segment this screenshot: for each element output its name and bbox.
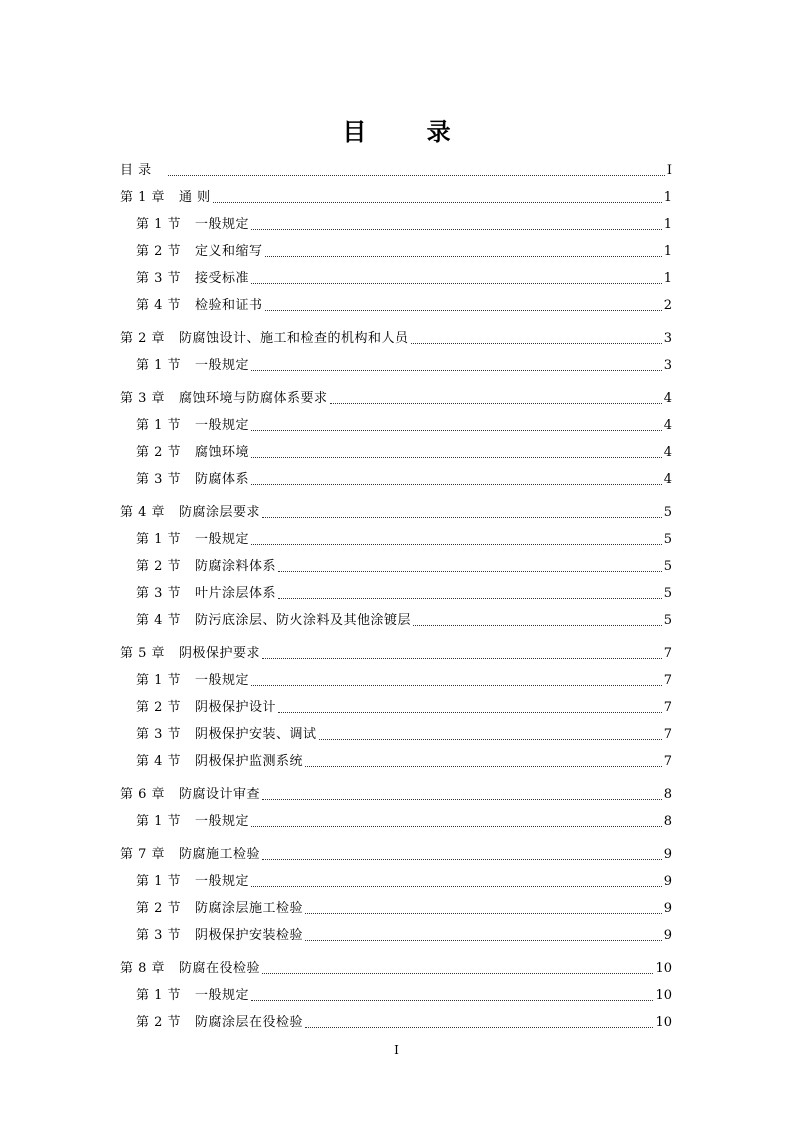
toc-entry-label [120, 184, 211, 211]
dot-leader [265, 310, 662, 311]
toc-section-entry[interactable] [120, 211, 672, 238]
toc-entry-page: I [666, 163, 672, 178]
dot-leader [278, 571, 662, 572]
toc-entry-page: 2 [663, 298, 672, 313]
toc-entry-title: 通 则 [179, 190, 211, 205]
toc-entry-title: 阴极保护安装、调试 [195, 727, 317, 742]
toc-chapter-entry[interactable] [120, 781, 672, 808]
table-of-contents [120, 157, 672, 1036]
toc-entry-number: 第 1 节 [136, 217, 182, 232]
toc-entry-label [136, 922, 303, 949]
toc-entry-number: 第 2 节 [136, 700, 182, 715]
toc-entry-label [136, 694, 276, 721]
toc-entry-number: 第 4 章 [120, 505, 166, 520]
toc-entry-page: 7 [663, 673, 672, 688]
toc-entry-title: 一般规定 [195, 874, 250, 889]
toc-section-entry[interactable] [120, 526, 672, 553]
toc-entry-number: 第 1 节 [136, 673, 182, 688]
dot-leader [251, 544, 662, 545]
toc-entry-title: 防腐蚀设计、施工和检查的机构和人员 [179, 331, 409, 346]
toc-entry-title: 一般规定 [195, 217, 250, 232]
toc-entry-label [136, 553, 276, 580]
toc-entry-number: 第 4 节 [136, 298, 182, 313]
toc-section-entry[interactable] [120, 607, 672, 634]
toc-entry-number: 第 5 章 [120, 646, 166, 661]
toc-chapter-entry[interactable] [120, 499, 672, 526]
toc-section-entry[interactable] [120, 292, 672, 319]
toc-entry-title: 检验和证书 [195, 298, 263, 313]
toc-section-entry[interactable] [120, 580, 672, 607]
toc-entry-number: 第 8 章 [120, 961, 166, 976]
toc-entry-page: 1 [663, 190, 672, 205]
dot-leader [278, 598, 662, 599]
toc-entry-page: 9 [663, 874, 672, 889]
toc-entry-page: 8 [663, 787, 672, 802]
dot-leader [411, 343, 662, 344]
toc-entry-number: 第 3 节 [136, 271, 182, 286]
toc-section-entry[interactable] [120, 868, 672, 895]
toc-section-entry[interactable] [120, 238, 672, 265]
toc-entry-title: 一般规定 [195, 532, 250, 547]
dot-leader [305, 766, 662, 767]
toc-entry-title: 一般规定 [195, 673, 250, 688]
dot-leader [251, 370, 662, 371]
toc-entry-page: 9 [663, 901, 672, 916]
toc-entry-title: 定义和缩写 [195, 244, 263, 259]
dot-leader [213, 202, 662, 203]
toc-entry-number: 第 2 节 [136, 244, 182, 259]
toc-section-entry[interactable] [120, 412, 672, 439]
toc-entry-page: 5 [663, 559, 672, 574]
toc-entry-label [120, 157, 166, 184]
toc-entry-number: 第 4 节 [136, 754, 182, 769]
toc-entry-label [136, 607, 411, 634]
toc-entry-label [136, 526, 249, 553]
page-number-footer: I [394, 1043, 399, 1057]
toc-entry-page: 8 [663, 814, 672, 829]
toc-section-entry[interactable] [120, 466, 672, 493]
toc-entry-number: 第 1 节 [136, 418, 182, 433]
dot-leader [262, 799, 662, 800]
dot-leader [278, 712, 662, 713]
toc-section-entry[interactable] [120, 667, 672, 694]
dot-leader [251, 283, 662, 284]
toc-section-entry[interactable] [120, 1009, 672, 1036]
toc-chapter-entry[interactable] [120, 385, 672, 412]
toc-entry-page: 7 [663, 646, 672, 661]
dot-leader [265, 256, 662, 257]
toc-entry-number: 第 3 节 [136, 928, 182, 943]
toc-entry-label [136, 238, 263, 265]
toc-entry-label [136, 211, 249, 238]
dot-leader [251, 1000, 653, 1001]
toc-entry-title: 防腐涂料体系 [195, 559, 277, 574]
toc-entry-title: 一般规定 [195, 988, 250, 1003]
toc-section-entry[interactable] [120, 748, 672, 775]
dot-leader [262, 517, 662, 518]
toc-entry-label [120, 841, 260, 868]
toc-entry-number: 第 2 节 [136, 901, 182, 916]
dot-leader [330, 403, 662, 404]
toc-entry-label [136, 1009, 303, 1036]
toc-chapter-entry[interactable] [120, 841, 672, 868]
toc-chapter-entry[interactable] [120, 325, 672, 352]
toc-entry-title: 阴极保护监测系统 [195, 754, 304, 769]
toc-entry-number: 第 1 节 [136, 874, 182, 889]
dot-leader [251, 886, 662, 887]
toc-entry-number: 第 2 节 [136, 559, 182, 574]
toc-entry-label [120, 325, 409, 352]
toc-entry-label [136, 748, 303, 775]
toc-entry-number: 第 2 节 [136, 1015, 182, 1030]
toc-entry-title: 腐蚀环境 [195, 445, 250, 460]
page-title: 目 录 [342, 118, 477, 146]
toc-entry-title: 一般规定 [195, 358, 250, 373]
toc-chapter-entry[interactable] [120, 955, 672, 982]
toc-entry-page: 3 [663, 358, 672, 373]
dot-leader [305, 1027, 653, 1028]
toc-section-entry[interactable] [120, 694, 672, 721]
toc-section-entry[interactable] [120, 439, 672, 466]
toc-entry-label [120, 955, 260, 982]
toc-entry-title: 一般规定 [195, 814, 250, 829]
toc-entry-title: 阴极保护设计 [195, 700, 277, 715]
toc-entry-page: 7 [663, 727, 672, 742]
toc-entry-page: 5 [663, 586, 672, 601]
toc-entry-page: 3 [663, 331, 672, 346]
toc-entry-number: 第 3 节 [136, 586, 182, 601]
toc-entry-page: 7 [663, 700, 672, 715]
dot-leader [168, 175, 665, 176]
toc-entry-number: 第 1 节 [136, 358, 182, 373]
toc-entry-number: 第 1 节 [136, 532, 182, 547]
toc-entry-title: 防腐涂层在役检验 [195, 1015, 304, 1030]
toc-entry-label [136, 466, 249, 493]
toc-section-entry[interactable] [120, 922, 672, 949]
toc-entry-page: 5 [663, 532, 672, 547]
toc-entry-label [136, 868, 249, 895]
toc-entry-page: 1 [663, 217, 672, 232]
toc-entry-number: 第 1 节 [136, 988, 182, 1003]
toc-entry-title: 腐蚀环境与防腐体系要求 [179, 391, 328, 406]
toc-entry-number: 第 3 节 [136, 472, 182, 487]
toc-entry-page: 9 [663, 928, 672, 943]
toc-section-entry[interactable] [120, 808, 672, 835]
dot-leader [305, 940, 662, 941]
toc-entry-title: 阴极保护安装检验 [195, 928, 304, 943]
toc-entry-title: 一般规定 [195, 418, 250, 433]
toc-entry-page: 4 [663, 418, 672, 433]
toc-entry-label [136, 982, 249, 1009]
toc-section-entry[interactable] [120, 982, 672, 1009]
toc-chapter-entry[interactable] [120, 184, 672, 211]
toc-entry-page: 1 [663, 244, 672, 259]
toc-entry-page: 5 [663, 613, 672, 628]
toc-entry-label [136, 352, 249, 379]
toc-entry-title: 接受标准 [195, 271, 250, 286]
toc-entry-title: 防腐涂层要求 [179, 505, 261, 520]
toc-entry-label [120, 499, 260, 526]
toc-entry-number: 第 2 章 [120, 331, 166, 346]
dot-leader [305, 913, 662, 914]
dot-leader [251, 229, 662, 230]
toc-entry-page: 4 [663, 391, 672, 406]
toc-entry-page: 9 [663, 847, 672, 862]
toc-entry-label [120, 385, 328, 412]
toc-entry-number: 第 6 章 [120, 787, 166, 802]
dot-leader [251, 484, 662, 485]
toc-entry-label [120, 781, 260, 808]
dot-leader [413, 625, 662, 626]
toc-section-entry[interactable] [120, 895, 672, 922]
toc-entry-label [136, 667, 249, 694]
toc-entry-number: 第 7 章 [120, 847, 166, 862]
dot-leader [262, 658, 662, 659]
toc-entry-page: 7 [663, 754, 672, 769]
toc-entry-label [136, 580, 276, 607]
toc-entry-label [136, 895, 303, 922]
toc-entry-page: 4 [663, 472, 672, 487]
toc-entry-page: 10 [655, 988, 672, 1003]
dot-leader [319, 739, 662, 740]
toc-entry-label [120, 640, 260, 667]
toc-entry-title: 防腐体系 [195, 472, 250, 487]
toc-entry-number: 目 录 [120, 163, 152, 178]
toc-entry-title: 阴极保护要求 [179, 646, 261, 661]
toc-entry-page: 10 [655, 961, 672, 976]
toc-entry-title: 防腐施工检验 [179, 847, 261, 862]
toc-entry-number: 第 1 节 [136, 814, 182, 829]
toc-chapter-entry[interactable] [120, 640, 672, 667]
dot-leader [251, 430, 662, 431]
toc-entry-label [136, 292, 263, 319]
toc-entry-label [136, 265, 249, 292]
toc-entry-title: 防腐涂层施工检验 [195, 901, 304, 916]
toc-entry-label [136, 439, 249, 466]
toc-section-entry[interactable] [120, 721, 672, 748]
toc-entry-page: 1 [663, 271, 672, 286]
dot-leader [262, 859, 662, 860]
toc-section-entry[interactable] [120, 265, 672, 292]
dot-leader [251, 457, 662, 458]
dot-leader [251, 826, 662, 827]
toc-entry-number: 第 1 章 [120, 190, 166, 205]
toc-entry-page: 10 [655, 1015, 672, 1030]
toc-entry-label [136, 808, 249, 835]
toc-entry-title: 防腐设计审查 [179, 787, 261, 802]
dot-leader [262, 973, 653, 974]
toc-entry-title: 防腐在役检验 [179, 961, 261, 976]
toc-entry-label [136, 721, 317, 748]
toc-entry-number: 第 4 节 [136, 613, 182, 628]
toc-section-entry[interactable] [120, 553, 672, 580]
toc-entry-number: 第 3 章 [120, 391, 166, 406]
toc-entry-label [136, 412, 249, 439]
toc-chapter-entry[interactable] [120, 157, 672, 184]
toc-section-entry[interactable] [120, 352, 672, 379]
toc-entry-number: 第 3 节 [136, 727, 182, 742]
toc-entry-title: 防污底涂层、防火涂料及其他涂镀层 [195, 613, 412, 628]
toc-entry-title: 叶片涂层体系 [195, 586, 277, 601]
toc-entry-page: 5 [663, 505, 672, 520]
toc-entry-number: 第 2 节 [136, 445, 182, 460]
toc-entry-page: 4 [663, 445, 672, 460]
dot-leader [251, 685, 662, 686]
